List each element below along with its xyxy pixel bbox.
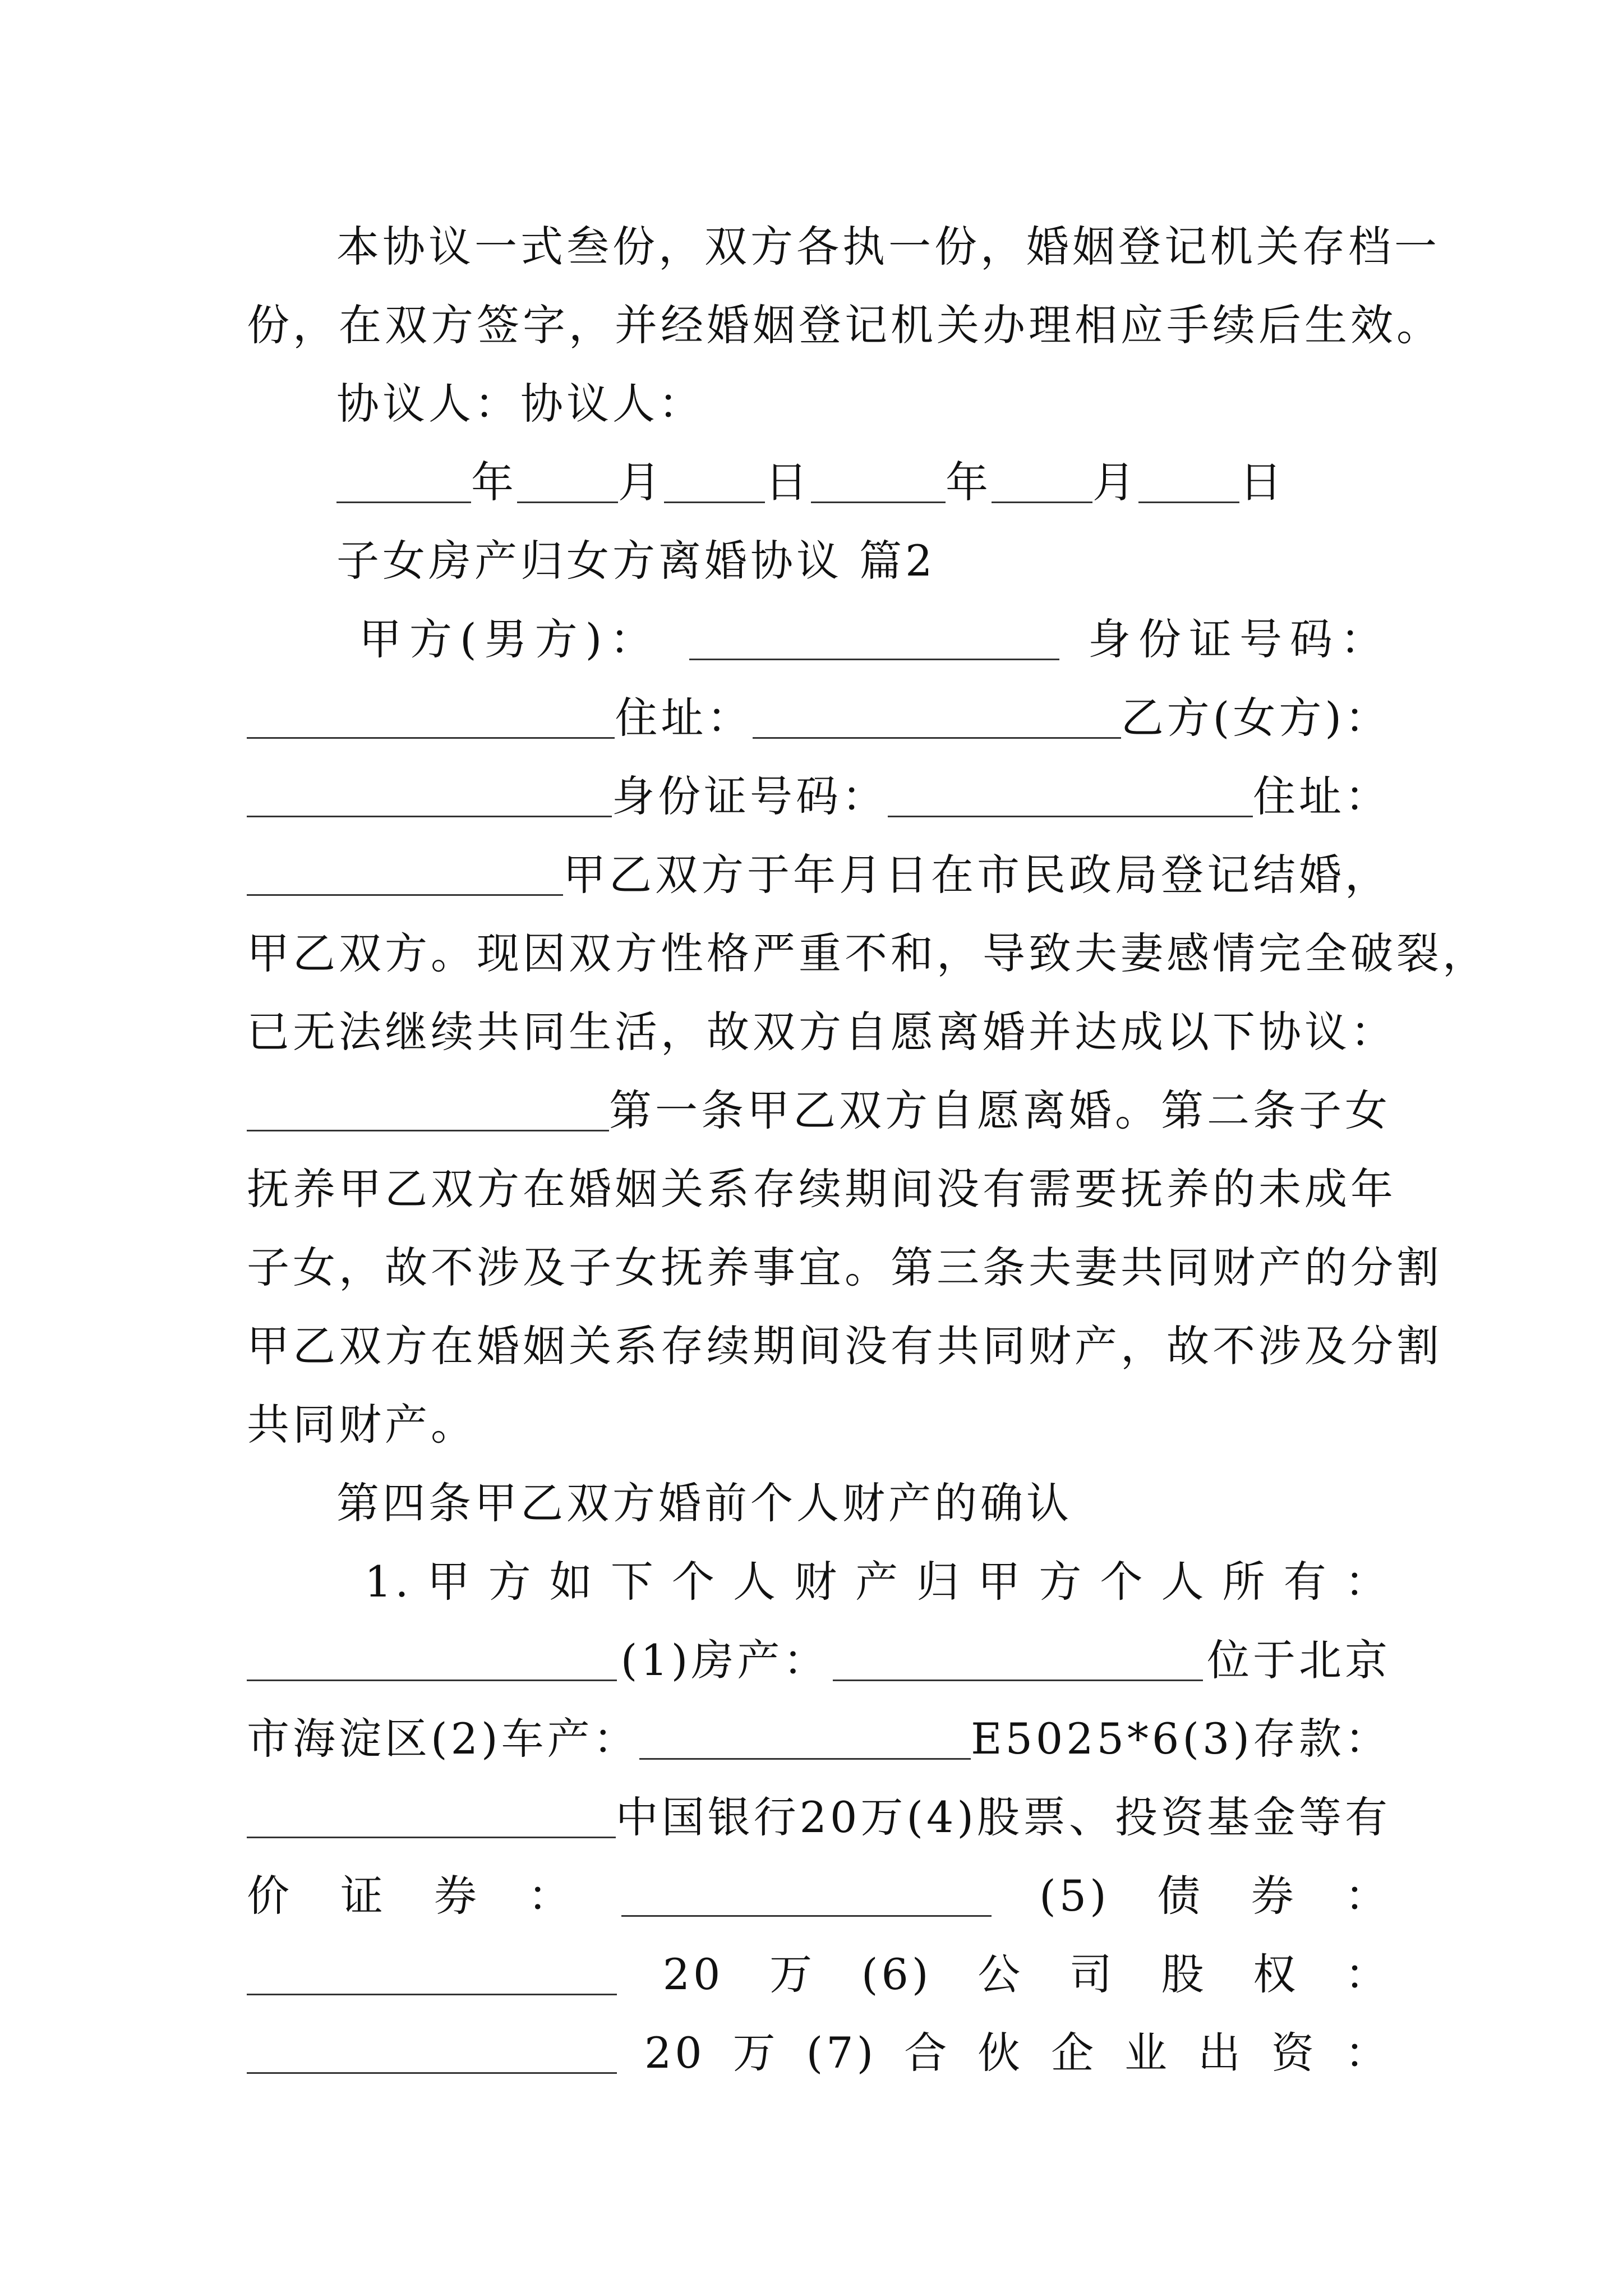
- spaced-char: 下: [610, 1557, 657, 1607]
- spaced-char: 产: [855, 1557, 902, 1607]
- spaced-char: 有: [1283, 1557, 1330, 1607]
- paragraph-line: 共同财产。: [247, 1400, 477, 1450]
- spaced-char: 方: [488, 1557, 534, 1607]
- paragraph-line: 甲乙双方。现因双方性格严重不和，导致夫妻感情完全破裂，: [247, 928, 1488, 978]
- spaced-char: 债: [1157, 1871, 1204, 1921]
- blank-field: [1138, 462, 1239, 503]
- party-line: [247, 679, 1391, 757]
- spaced-char: 人: [1161, 1557, 1207, 1607]
- spaced-char: 万: [769, 1949, 816, 1999]
- line-text: 中国银行20万(4)股票、投资基金等有: [615, 1792, 1391, 1842]
- spaced-char: 业: [1124, 2028, 1171, 2078]
- date-day-label: 日: [1239, 457, 1285, 507]
- spaced-char: 方: [1039, 1557, 1085, 1607]
- blank-field: [517, 462, 618, 503]
- paragraph-line: [247, 1778, 1391, 1857]
- blank-field: [833, 1640, 1203, 1681]
- spaced-char: 甲: [427, 1557, 473, 1607]
- blank-field: [811, 462, 946, 503]
- line-text: 甲乙双方于年月日在市民政局登记结婚，: [563, 850, 1391, 900]
- paragraph-line: 子女，故不涉及子女抚养事宜。第三条夫妻共同财产的分割: [247, 1243, 1442, 1292]
- spaced-char: 万: [732, 2028, 779, 2078]
- spaced-char: 公: [978, 1949, 1024, 1999]
- blank-field: [247, 1091, 609, 1131]
- party-b-label: 乙方(女方)：: [1121, 693, 1391, 743]
- spaced-char: 所: [1222, 1557, 1269, 1607]
- signatories-line: 协议人：协议人：: [336, 379, 704, 429]
- id-number-label: 身份证号码：: [612, 771, 888, 821]
- blank-field: [247, 698, 615, 739]
- spaced-char: 资: [1271, 2028, 1317, 2078]
- date-month-label: 月: [1092, 457, 1138, 507]
- spaced-char: ：: [1345, 1949, 1391, 1999]
- blank-field: [247, 1640, 617, 1681]
- spaced-char: 甲: [978, 1557, 1024, 1607]
- blank-field: [992, 462, 1092, 503]
- spaced-char: 股: [1161, 1949, 1207, 1999]
- paragraph-line: 抚养甲乙双方在婚姻关系存续期间没有需要抚养的未成年: [247, 1164, 1396, 1214]
- blank-field: [247, 776, 612, 817]
- spaced-char: 券: [1251, 1871, 1297, 1921]
- section-heading: 子女房产归女方离婚协议 篇2: [336, 536, 936, 586]
- spaced-char: 权: [1253, 1949, 1299, 1999]
- spaced-char: 证: [340, 1871, 387, 1921]
- spaced-line: [365, 1543, 1391, 1621]
- spaced-char: ：: [1344, 1557, 1391, 1607]
- blank-field: [247, 2033, 617, 2074]
- line-text: 市海淀区(2)车产：: [247, 1714, 639, 1764]
- spaced-char: 合: [904, 2028, 951, 2078]
- spaced-char: (5): [1039, 1871, 1110, 1921]
- blank-field: [247, 1797, 616, 1838]
- blank-field: [888, 776, 1253, 817]
- blank-field: [639, 1719, 971, 1760]
- party-line: [247, 757, 1391, 836]
- spaced-char: 20: [662, 1949, 724, 1999]
- paragraph-line: 本协议一式叁份，双方各执一份，婚姻登记机关存档一: [336, 222, 1440, 272]
- date-year-label: 年: [946, 457, 992, 507]
- blank-field: [336, 462, 471, 503]
- spaced-char: 券: [434, 1871, 481, 1921]
- date-month-label: 月: [618, 457, 664, 507]
- blank-field: [247, 1954, 617, 1995]
- blank-field: [753, 698, 1121, 739]
- paragraph-line: [247, 1071, 1391, 1150]
- spaced-char: (7): [806, 2028, 877, 2078]
- party-a-line: [359, 600, 1391, 679]
- address-label: 住址：: [1253, 771, 1391, 821]
- id-number-label: 身份证号码：: [1088, 614, 1391, 664]
- spaced-char: 如: [549, 1557, 596, 1607]
- spaced-char: (6): [861, 1949, 932, 1999]
- property-label: (1)房产：: [620, 1635, 829, 1685]
- spaced-char: 财: [794, 1557, 841, 1607]
- paragraph-line: [247, 1700, 1391, 1778]
- spaced-char: 伙: [978, 2028, 1024, 2078]
- blank-field: [664, 462, 765, 503]
- spaced-char: 企: [1051, 2028, 1098, 2078]
- spaced-char: ：: [1344, 1871, 1391, 1921]
- spaced-char: ：: [528, 1871, 574, 1921]
- spaced-line: [247, 2014, 1391, 2092]
- spaced-char: ：: [1344, 2028, 1391, 2078]
- party-a-label: 甲方(男方)：: [359, 614, 661, 664]
- line-text: 第一条甲乙双方自愿离婚。第二条子女: [609, 1085, 1391, 1135]
- blank-field: [247, 855, 563, 896]
- spaced-char: 20: [644, 2028, 706, 2078]
- spaced-line: [247, 1857, 1391, 1935]
- article-heading: 第四条甲乙双方婚前个人财产的确认: [336, 1478, 1072, 1528]
- date-line: [336, 443, 1391, 522]
- spaced-char: 人: [732, 1557, 779, 1607]
- line-text: 位于北京: [1207, 1635, 1391, 1685]
- spaced-char: 1.: [365, 1557, 412, 1607]
- spaced-char: 司: [1069, 1949, 1115, 1999]
- spaced-char: 价: [247, 1871, 293, 1921]
- blank-field: [621, 1876, 992, 1917]
- blank-field: [689, 619, 1059, 660]
- date-year-label: 年: [471, 457, 517, 507]
- spaced-line: [247, 1935, 1391, 2014]
- date-day-label: 日: [765, 457, 811, 507]
- spaced-char: 归: [916, 1557, 963, 1607]
- spaced-char: 个: [671, 1557, 718, 1607]
- paragraph-line: [247, 1621, 1391, 1700]
- address-label: 住址：: [615, 693, 753, 743]
- paragraph-line: 甲乙双方在婚姻关系存续期间没有共同财产，故不涉及分割: [247, 1321, 1442, 1371]
- line-text: E5025*6(3)存款：: [971, 1714, 1391, 1764]
- paragraph-line: 份，在双方签字，并经婚姻登记机关办理相应手续后生效。: [247, 300, 1442, 350]
- paragraph-line: 已无法继续共同生活，故双方自愿离婚并达成以下协议：: [247, 1007, 1396, 1057]
- spaced-char: 出: [1198, 2028, 1244, 2078]
- paragraph-line: [247, 836, 1391, 914]
- spaced-char: 个: [1100, 1557, 1146, 1607]
